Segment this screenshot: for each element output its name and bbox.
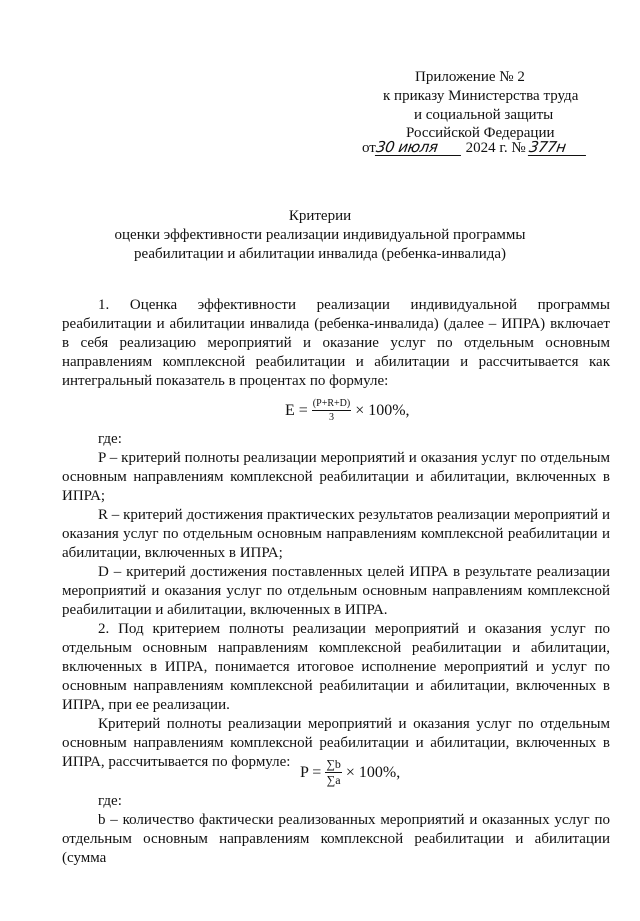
definition-r: R – критерий достижения практических результатов реализации мероприятий и оказания услуг по отдельным основным направлениям комплексной реабилитации и абилитации, включенных в ИПРА; xyxy=(62,507,610,561)
date-prefix: от xyxy=(362,140,376,156)
formula-fraction xyxy=(312,398,351,423)
definitions-block-2 xyxy=(62,792,610,868)
definition-p: P – критерий полноты реализации мероприятий и оказания услуг по отдельным основным направлениям комплексной реабилитации и абилитации, включенных в ИПРА; xyxy=(62,450,610,504)
paragraph-text: 1. Оценка эффективности реализации индивидуальной программы реабилитации и абилитации инвалида (ребенка-инвалида) (далее – ИПРА) включает в себя реализацию мероприятий и оказание услуг по отдельным основным направлениям комплексной реабилитации и абилитации и рассчитывается как интегральный показатель в процентах по формуле: xyxy=(62,297,610,389)
date-year-number: 2024 г. № xyxy=(465,140,526,156)
definition-b: b – количество фактически реализованных мероприятий и оказанных услуг по отдельным основным направлениям комплексной реабилитации и абилитации (сумма xyxy=(62,812,610,866)
appendix-number: Приложение № 2 xyxy=(415,69,525,85)
formula-p xyxy=(300,758,400,787)
fraction-denominator: ∑a xyxy=(326,773,341,787)
fraction-denominator: 3 xyxy=(329,412,334,423)
ministry-line: и социальной защиты xyxy=(414,107,554,123)
doc-title-line3: реабилитации и абилитации инвалида (ребенка-инвалида) xyxy=(133,246,507,262)
paragraph-1 xyxy=(62,296,610,391)
formula-rhs: × 100%, xyxy=(345,763,401,781)
paragraph-criterion: Критерий полноты реализации мероприятий и оказания услуг по отдельным основным направлениям комплексной реабилитации и абилитации, включенных в ИПРА, рассчитывается по формуле: xyxy=(62,716,610,770)
formula-e xyxy=(285,398,410,423)
handwritten-date: 30 июля xyxy=(375,140,463,156)
fraction-numerator: ∑b xyxy=(326,757,341,771)
doc-title-line2: оценки эффективности реализации индивидуальной программы xyxy=(114,227,526,243)
handwritten-order-number: 377н xyxy=(528,140,588,156)
fraction-numerator: (P+R+D) xyxy=(312,398,351,409)
order-ref-line: к приказу Министерства труда xyxy=(383,88,579,104)
federation-line: Российской Федерации xyxy=(406,125,555,141)
definition-d: D – критерий достижения поставленных целей ИПРА в результате реализации мероприятий и оказания услуг по отдельным основным направлениям комплексной реабилитации и абилитации, включенных в ИПРА. xyxy=(62,564,610,618)
formula-lhs: E = xyxy=(285,401,308,419)
where-label: где: xyxy=(98,793,122,809)
paragraph-2: 2. Под критерием полноты реализации мероприятий и оказания услуг по отдельным основным направлениям комплексной реабилитации и абилитации, включенных в ИПРА, понимается итоговое исполнение мероприятий и услуг по основным направлениям комплексной реабилитации и абилитации, включенных в ИПРА, при ее реализации. xyxy=(62,621,610,713)
definitions-block-1 xyxy=(62,430,610,772)
formula-rhs: × 100%, xyxy=(355,401,410,419)
where-label: где: xyxy=(98,431,122,447)
formula-fraction xyxy=(325,758,342,787)
doc-title: Критерии xyxy=(288,208,352,224)
order-date-line xyxy=(362,140,587,157)
formula-lhs: P = xyxy=(300,763,322,781)
